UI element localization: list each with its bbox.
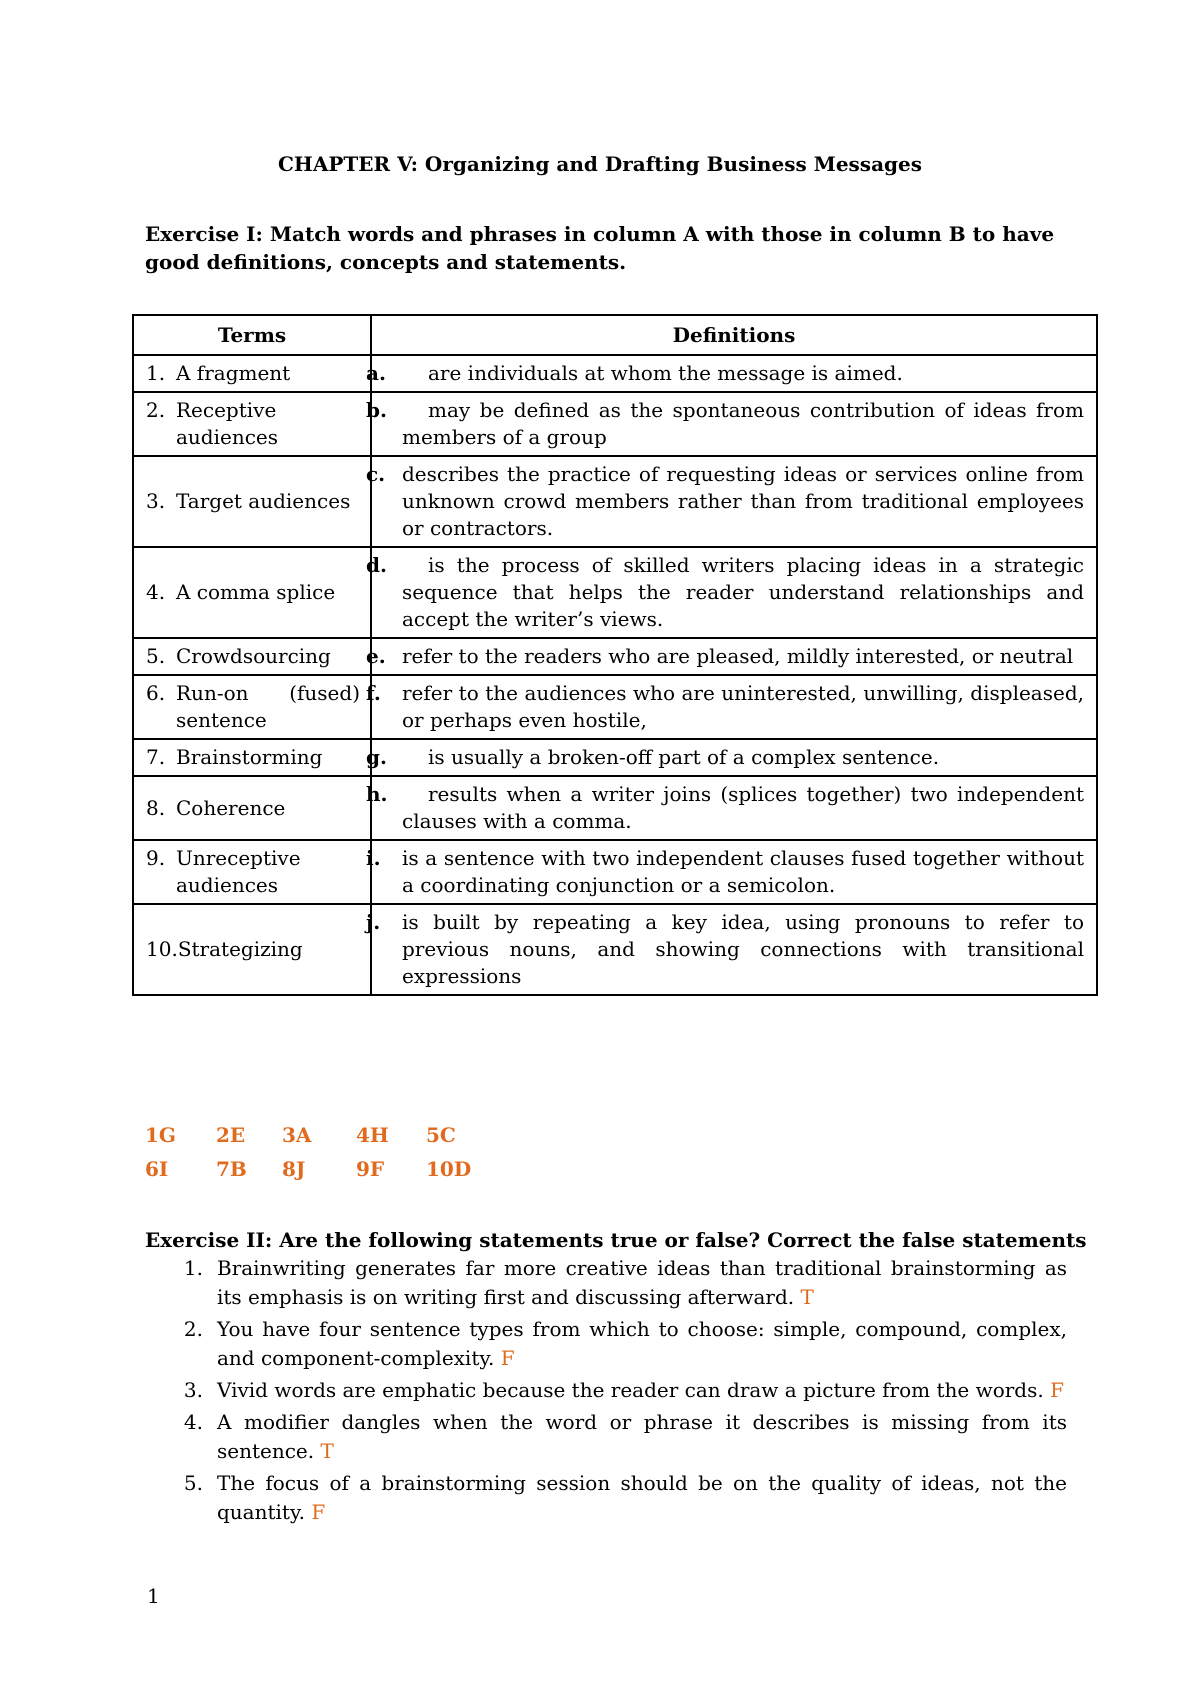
- definition-cell: [366, 392, 1097, 456]
- definition-letter: d.: [366, 553, 387, 577]
- matching-table-body: [133, 355, 1097, 995]
- term-number: 2.: [146, 398, 166, 422]
- matching-table: [132, 314, 1098, 996]
- term-number: 7.: [146, 745, 166, 769]
- definition-cell: [366, 776, 1097, 840]
- definition-letter: f.: [366, 681, 381, 705]
- answer-item: 4H: [356, 1123, 389, 1147]
- term-number: 4.: [146, 580, 166, 604]
- answer-item: 10D: [426, 1157, 472, 1181]
- term-text: Target audiences: [176, 489, 351, 513]
- definition-text: refer to the readers who are pleased, mildly interested, or neutral: [402, 644, 1074, 668]
- definition-text: may be defined as the spontaneous contribution of ideas from members of a group: [402, 398, 1084, 449]
- definition-letter: b.: [366, 398, 387, 422]
- statement-answer: F: [311, 1500, 326, 1524]
- table-row: [133, 355, 1097, 392]
- table-row: [133, 675, 1097, 739]
- term-cell: [133, 547, 371, 638]
- term-text: Receptive audiences: [176, 398, 279, 449]
- statement-answer: F: [500, 1346, 515, 1370]
- term-text: Crowdsourcing: [176, 644, 331, 668]
- definition-letter: g.: [366, 745, 387, 769]
- answer-item: 9F: [356, 1157, 385, 1181]
- definition-cell: [366, 739, 1097, 776]
- term-cell: [133, 392, 371, 456]
- definition-cell: [366, 840, 1097, 904]
- statement-text: Brainwriting generates far more creative ideas than traditional brainstorming as its emphasis is on writing first and discussing afterward.: [217, 1256, 1067, 1309]
- statement-number: 5.: [183, 1471, 203, 1495]
- answer-item: 5C: [426, 1123, 456, 1147]
- statement-text-wrap: [217, 1408, 1067, 1466]
- statement-item: [145, 1254, 1067, 1312]
- term-cell: [133, 638, 371, 675]
- definition-letter: a.: [366, 361, 386, 385]
- statement-number: 4.: [183, 1410, 203, 1434]
- term-number: 9.: [146, 846, 166, 870]
- statement-item: [145, 1315, 1067, 1373]
- term-cell: [133, 739, 371, 776]
- answer-item: 8J: [282, 1157, 306, 1181]
- definitions-column-header: Definitions: [371, 315, 1097, 355]
- statement-item: [145, 1408, 1067, 1466]
- term-text: Unreceptive audiences: [176, 846, 301, 897]
- answer-item: 1G: [145, 1123, 176, 1147]
- statement-item: [145, 1469, 1067, 1527]
- definition-letter: h.: [366, 782, 388, 806]
- definition-letter: e.: [366, 644, 386, 668]
- term-number: 5.: [146, 644, 166, 668]
- table-row: [133, 739, 1097, 776]
- statement-text: The focus of a brainstorming session should be on the quality of ideas, not the quantity.: [217, 1471, 1067, 1524]
- answer-item: 3A: [282, 1123, 312, 1147]
- answer-item: 2E: [216, 1123, 246, 1147]
- definition-cell: [366, 638, 1097, 675]
- term-text: Strategizing: [177, 937, 303, 961]
- statement-answer: T: [800, 1285, 814, 1309]
- statement-text-wrap: [217, 1254, 1067, 1312]
- definition-text: is a sentence with two independent clauses fused together without a coordinating conjunction or a semicolon.: [402, 846, 1084, 897]
- statement-text-wrap: [217, 1469, 1067, 1527]
- statement-item: [145, 1376, 1067, 1405]
- statement-text-wrap: [217, 1315, 1067, 1373]
- definition-letter: j.: [366, 910, 381, 934]
- term-number: 6.: [146, 681, 166, 705]
- answer-key: [145, 1118, 497, 1186]
- definition-cell: [366, 904, 1097, 995]
- table-row: [133, 392, 1097, 456]
- term-number: 3.: [146, 489, 166, 513]
- definition-cell: [366, 547, 1097, 638]
- statement-text: Vivid words are emphatic because the reader can draw a picture from the words.: [217, 1378, 1044, 1402]
- answer-item: 6I: [145, 1157, 169, 1181]
- term-text: A comma splice: [176, 580, 336, 604]
- term-cell: [133, 355, 371, 392]
- table-row: [133, 638, 1097, 675]
- term-text: Coherence: [176, 795, 286, 820]
- term-cell: [133, 776, 371, 840]
- statement-answer: F: [1050, 1378, 1064, 1402]
- statement-number: 1.: [183, 1256, 203, 1280]
- definition-text: describes the practice of requesting ideas or services online from unknown crowd members rather than from traditional employees or contractors.: [402, 462, 1084, 540]
- statement-text: You have four sentence types from which to choose: simple, compound, complex, and component-complexity.: [217, 1317, 1067, 1370]
- terms-column-header: Terms: [133, 315, 371, 355]
- definition-text: is the process of skilled writers placing ideas in a strategic sequence that helps the reader understand relationships and accept the writer’s views.: [402, 553, 1084, 631]
- answer-row: [145, 1118, 497, 1152]
- statement-text-wrap: [217, 1376, 1067, 1405]
- table-row: [133, 904, 1097, 995]
- table-row: [133, 456, 1097, 547]
- definition-text: are individuals at whom the message is aimed.: [428, 361, 903, 385]
- definition-cell: [366, 675, 1097, 739]
- statement-answer: T: [320, 1439, 334, 1463]
- term-number: 8.: [146, 795, 166, 820]
- term-number: 10.: [146, 937, 178, 961]
- definition-text: results when a writer joins (splices together) two independent clauses with a comma.: [402, 782, 1084, 833]
- term-text: Brainstorming: [176, 745, 323, 769]
- table-header-row: [133, 315, 1097, 355]
- term-number: 1.: [146, 361, 166, 385]
- term-cell: [133, 456, 371, 547]
- statement-number: 3.: [183, 1378, 203, 1402]
- definition-text: refer to the audiences who are uninterested, unwilling, displeased, or perhaps even hostile,: [402, 681, 1084, 732]
- page-number: 1: [147, 1584, 160, 1608]
- table-row: [133, 547, 1097, 638]
- statement-text: A modifier dangles when the word or phrase it describes is missing from its sentence.: [217, 1410, 1067, 1463]
- table-row: [133, 776, 1097, 840]
- term-cell: [133, 675, 371, 739]
- definition-cell: [366, 355, 1097, 392]
- exercise-2-title: Exercise II: Are the following statements true or false? Correct the false statements: [145, 1228, 1087, 1252]
- table-row: [133, 840, 1097, 904]
- term-text: Run-on (fused) sentence: [176, 681, 360, 732]
- definition-text: is usually a broken-off part of a complex sentence.: [428, 745, 940, 769]
- exercise-1-instruction: Exercise I: Match words and phrases in column A with those in column B to have good definitions, concepts and statements.: [145, 222, 1055, 274]
- statement-number: 2.: [183, 1317, 203, 1341]
- definition-text: is built by repeating a key idea, using pronouns to refer to previous nouns, and showing connections with transitional expressions: [402, 910, 1084, 988]
- statement-list: [145, 1254, 1067, 1530]
- answer-item: 7B: [216, 1157, 247, 1181]
- answer-row: [145, 1152, 497, 1186]
- definition-letter: c.: [366, 462, 386, 486]
- definition-letter: i.: [366, 846, 381, 870]
- term-cell: [133, 840, 371, 904]
- definition-cell: [366, 456, 1097, 547]
- chapter-title: CHAPTER V: Organizing and Drafting Business Messages: [278, 152, 922, 176]
- term-text: A fragment: [176, 361, 291, 385]
- term-cell: [133, 904, 371, 995]
